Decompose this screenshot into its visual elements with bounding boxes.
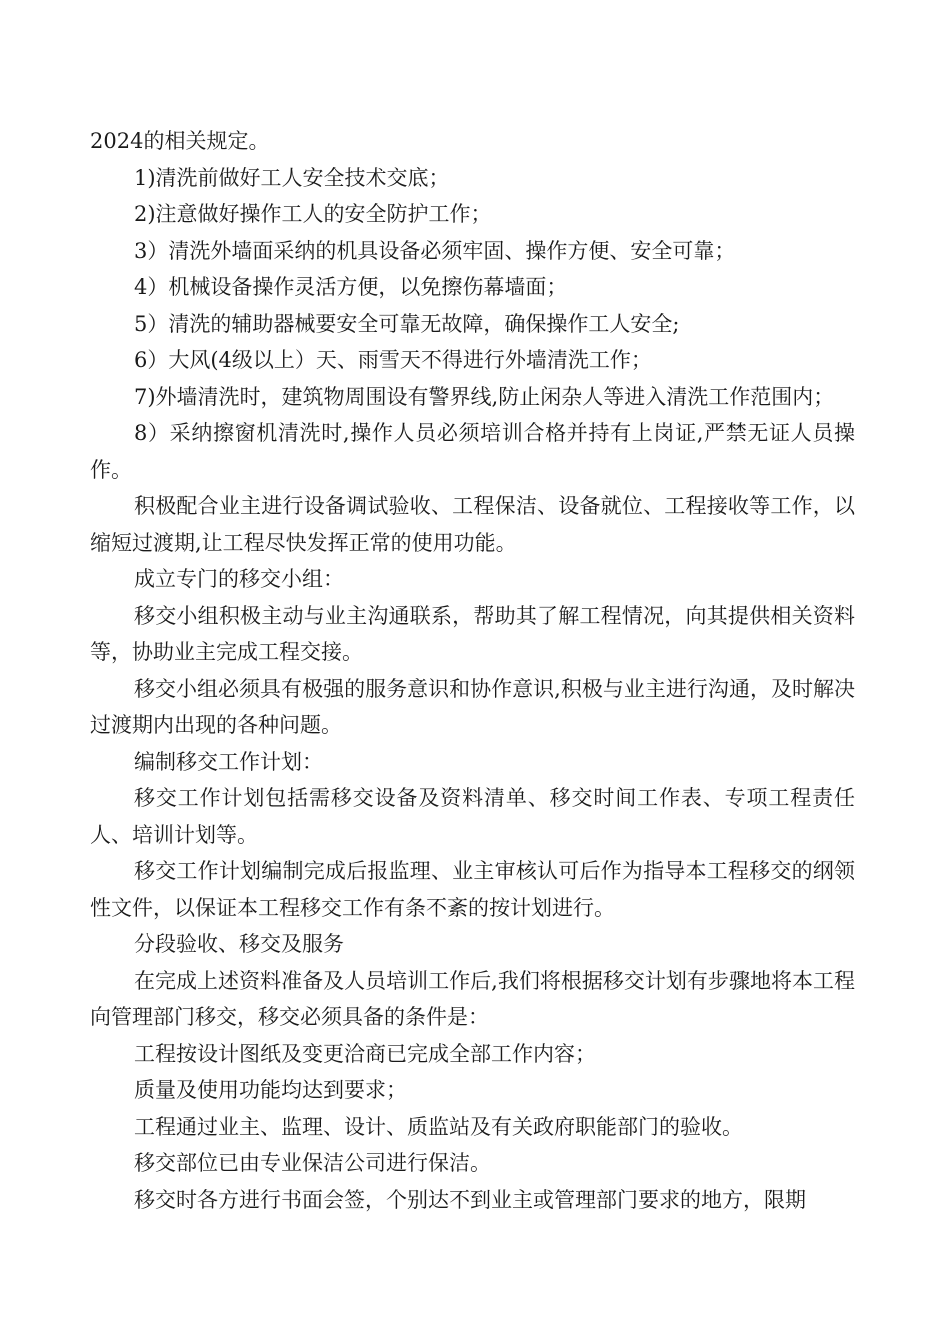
paragraph-item-4: 4）机械设备操作灵活方便，以免擦伤幕墙面； — [134, 275, 568, 299]
paragraph-heading-handover: 分段验收、移交及服务 — [134, 932, 344, 956]
paragraph-plan-approval: 移交工作计划编制完成后报监理、业主审核认可后作为指导本工程移交的纲领性文件，以保证本工程移交工作有条不紊的按计划进行。 — [90, 859, 855, 920]
paragraph-item-5: 5）清洗的辅助器械要安全可靠无故障，确保操作工人安全; — [134, 311, 680, 336]
paragraph-item-3: 3）清洗外墙面采纳的机具设备必须牢固、操作方便、安全可靠； — [134, 238, 736, 263]
paragraph-condition-4: 移交部位已由专业保洁公司进行保洁。 — [134, 1151, 491, 1175]
paragraph-item-8: 8）采纳擦窗机清洗时,操作人员必须培训合格并持有上岗证,严禁无证人员操作。 — [90, 421, 855, 482]
paragraph-cooperate: 积极配合业主进行设备调试验收、工程保洁、设备就位、工程接收等工作，以缩短过渡期,让工程尽快发挥正常的使用功能。 — [90, 494, 855, 555]
paragraph-condition-1: 工程按设计图纸及变更洽商已完成全部工作内容； — [134, 1041, 596, 1066]
paragraph-team-service: 移交小组必须具有极强的服务意识和协作意识,积极与业主进行沟通，及时解决过渡期内出现的各种问题。 — [90, 676, 855, 737]
paragraph-handover-conditions: 在完成上述资料准备及人员培训工作后,我们将根据移交计划有步骤地将本工程向管理部门移交，移交必须具备的条件是： — [90, 968, 855, 1029]
paragraph-condition-2: 质量及使用功能均达到要求； — [134, 1078, 407, 1102]
paragraph-team-contact: 移交小组积极主动与业主沟通联系，帮助其了解工程情况，向其提供相关资料等，协助业主完成工程交接。 — [90, 603, 855, 664]
paragraph-item-2: 2)注意做好操作工人的安全防护工作； — [134, 202, 492, 226]
paragraph-plan-contents: 移交工作计划包括需移交设备及资料清单、移交时间工作表、专项工程责任人、培训计划等。 — [90, 786, 855, 847]
paragraph-condition-3: 工程通过业主、监理、设计、质监站及有关政府职能部门的验收。 — [134, 1114, 743, 1139]
paragraph-signoff: 移交时各方进行书面会签，个别达不到业主或管理部门要求的地方，限期 — [134, 1187, 806, 1212]
paragraph-item-6: 6）大风(4级以上）天、雨雪天不得进行外墙清洗工作； — [134, 348, 652, 372]
paragraph-heading-plan: 编制移交工作计划： — [134, 749, 323, 774]
paragraph-heading-team: 成立专门的移交小组： — [134, 567, 344, 591]
paragraph-continuation: 2024的相关规定。 — [90, 129, 270, 153]
paragraph-item-1: 1)清洗前做好工人安全技术交底； — [134, 165, 450, 190]
paragraph-item-7: 7)外墙清洗时，建筑物周围设有警界线,防止闲杂人等进入清洗工作范围内； — [134, 384, 835, 409]
document-body — [90, 123, 855, 1218]
